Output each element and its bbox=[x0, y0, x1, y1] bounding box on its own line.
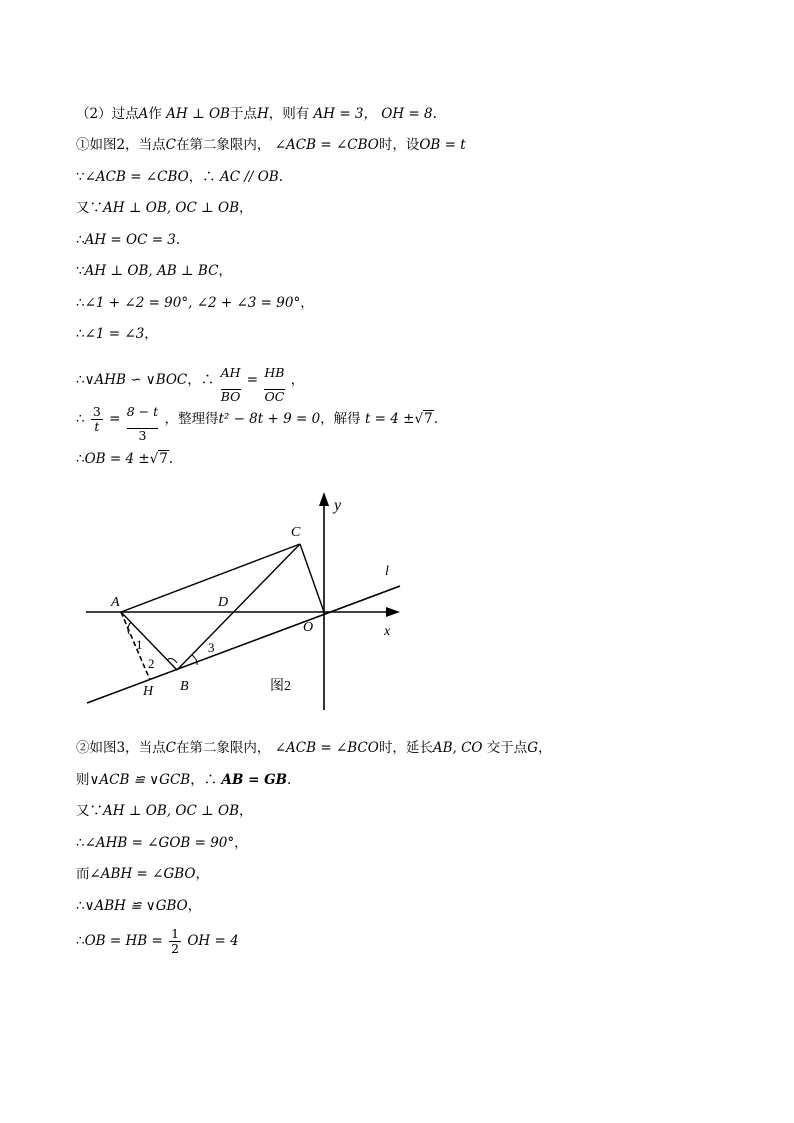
text-line-15: ∴∠AHB = ∠GOB = 90°， bbox=[76, 835, 248, 851]
text-line-16: 而∠ABH = ∠GBO， bbox=[76, 866, 209, 882]
angle-1-label: 1 bbox=[136, 637, 143, 652]
segment-ac bbox=[121, 544, 300, 612]
fraction-8-t-3: $\frac{8 - t}{3}$ bbox=[127, 396, 158, 443]
sqrt-symbol: √7 bbox=[414, 411, 433, 427]
text-line-8: ∴∠1 = ∠3， bbox=[76, 326, 158, 342]
point-d-label: D bbox=[218, 595, 229, 610]
text-line-10: ∴ $\frac{3}{t}$ = $\frac{8 - t}{3}$ ，整理得t² − 8t + 9 = 0，解得 t = 4 ±√7. bbox=[76, 396, 438, 428]
point-c-label: C bbox=[291, 525, 301, 540]
point-o-label: O bbox=[303, 620, 314, 635]
text-line-7: ∴∠1 + ∠2 = 90°, ∠2 + ∠3 = 90°， bbox=[76, 295, 314, 311]
geometry-figure-2 bbox=[84, 488, 414, 722]
sqrt-symbol: √7 bbox=[149, 451, 168, 467]
text-line-3: ∵∠ACB = ∠CBO，∴ AC // OB. bbox=[76, 169, 284, 185]
text-line-9: ∴∨AHB ∽ ∨BOC，∴ $\frac{AH}{BO}$ = $\frac{HB}{OC}$ ， bbox=[76, 357, 304, 389]
text-line-5: ∴AH = OC = 3. bbox=[76, 232, 181, 248]
text-line-6: ∵AH ⊥ OB, AB ⊥ BC， bbox=[76, 263, 232, 279]
line-l-label: l bbox=[385, 564, 389, 579]
angle-2-label: 2 bbox=[148, 656, 155, 671]
text-line-14: 又∵AH ⊥ OB, OC ⊥ OB， bbox=[76, 803, 253, 819]
text-line-2: ①如图2，当点C在第二象限内， ∠ACB = ∠CBO时，设OB = t bbox=[76, 137, 466, 153]
x-axis-arrow bbox=[386, 607, 400, 617]
text-line-18: ∴OB = HB = $\frac{1}{2}$ OH = 4 bbox=[76, 926, 239, 956]
segment-cb bbox=[177, 544, 300, 670]
fraction-hb-oc: $\frac{HB}{OC}$ bbox=[264, 357, 284, 404]
angle-3-label: 3 bbox=[208, 640, 215, 655]
x-axis-label: x bbox=[384, 624, 391, 639]
line-l bbox=[87, 586, 400, 703]
text-line-17: ∴∨ABH ≌ ∨GBO， bbox=[76, 898, 202, 914]
y-axis-arrow bbox=[319, 492, 329, 506]
y-axis-label: y bbox=[334, 497, 342, 514]
text-line-12: ②如图3，当点C在第二象限内， ∠ACB = ∠BCO时，延长AB, CO 交于点G， bbox=[76, 740, 552, 756]
text-line-4: 又∵AH ⊥ OB, OC ⊥ OB， bbox=[76, 200, 253, 216]
fraction-3-t: $\frac{3}{t}$ bbox=[92, 404, 101, 434]
segment-co bbox=[300, 544, 324, 612]
fraction-ah-bo: $\frac{AH}{BO}$ bbox=[221, 357, 241, 404]
text-line-13: 则∨ACB ≌ ∨GCB，∴ AB = GB. bbox=[76, 772, 292, 788]
text-line-1: （2）过点A作 AH ⊥ OB于点H，则有 AH = 3， OH = 8. bbox=[76, 106, 437, 122]
fraction-1-2: $\frac{1}{2}$ bbox=[171, 926, 180, 956]
point-h-label: H bbox=[143, 684, 154, 699]
figure-caption: 图2 bbox=[270, 679, 291, 694]
text-line-11: ∴OB = 4 ±√7. bbox=[76, 451, 174, 467]
angle-1-arc bbox=[128, 622, 131, 634]
point-b-label: B bbox=[180, 679, 189, 694]
point-a-label: A bbox=[111, 595, 120, 610]
